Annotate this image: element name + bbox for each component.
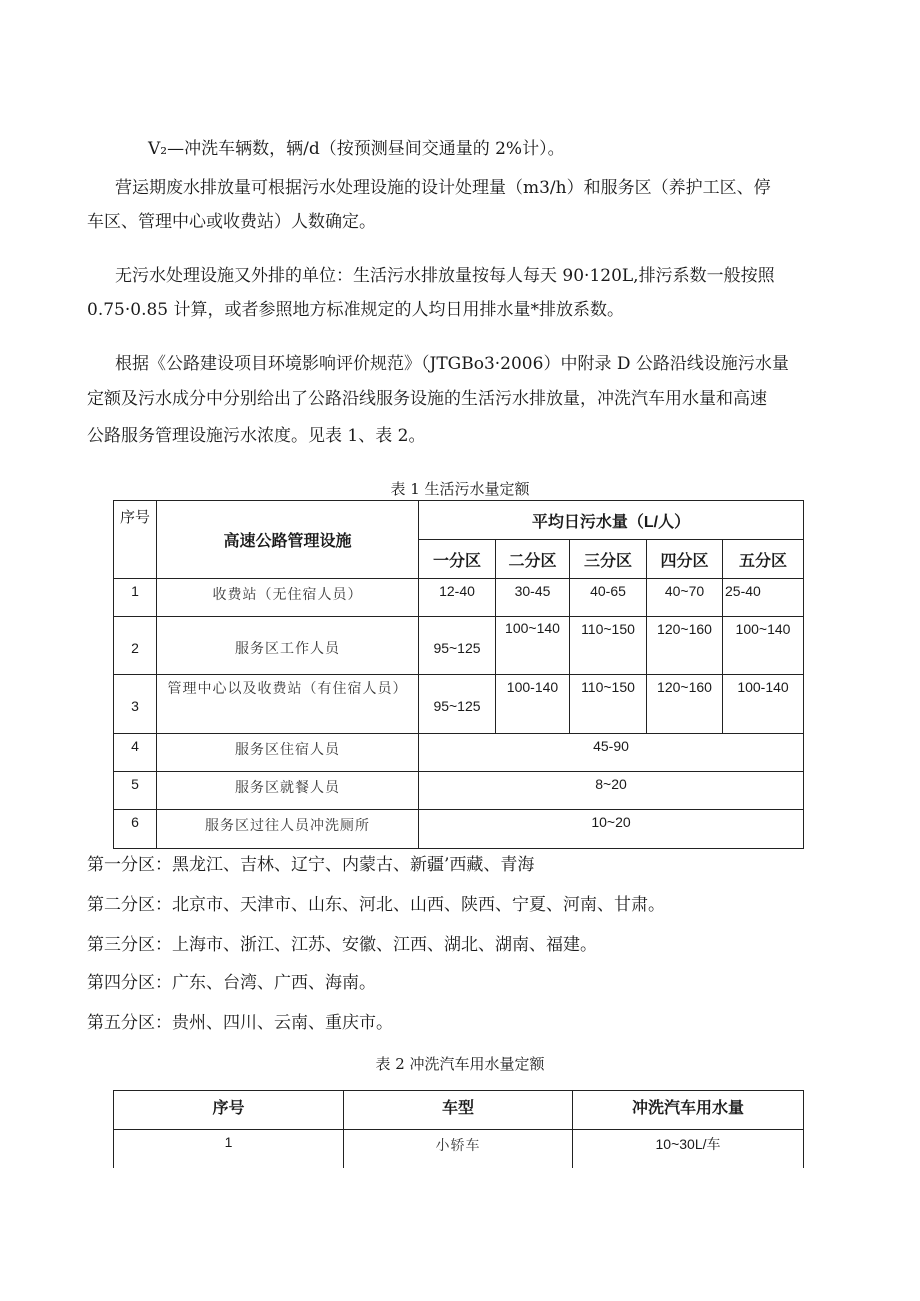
table-row xyxy=(114,810,804,849)
row-facility: 收费站（无住宿人员） xyxy=(157,579,419,617)
paragraph-discharge-line2: 车区、管理中心或收费站）人数确定。 xyxy=(87,212,376,232)
table-row xyxy=(114,617,804,675)
zone-line-1: 第一分区：黑龙江、吉林、辽宁、内蒙古、新疆’西藏、青海 xyxy=(87,855,535,875)
row-seq: 5 xyxy=(114,772,157,810)
row-seq: 4 xyxy=(114,734,157,772)
row-value: 110~150 xyxy=(570,617,647,675)
table1-header-seq: 序号 xyxy=(114,501,157,579)
row-value: 120~160 xyxy=(647,617,723,675)
row-seq: 6 xyxy=(114,810,157,849)
row-type: 小轿车 xyxy=(344,1130,573,1168)
row-facility: 管理中心以及收费站（有住宿人员） xyxy=(157,675,419,734)
row-facility: 服务区过往人员冲洗厕所 xyxy=(157,810,419,849)
row-merged-value: 45-90 xyxy=(419,734,804,772)
row-value: 95~125 xyxy=(419,675,496,734)
row-facility: 服务区就餐人员 xyxy=(157,772,419,810)
paragraph-no-facility-line1: 无污水处理设施又外排的单位：生活污水排放量按每人每天 90·120L,排污系数一般按照 xyxy=(115,266,775,286)
paragraph-standard-line1: 根据《公路建设项目环境影响评价规范》（JTGBo3·2006）中附录 D 公路沿线设施污水量 xyxy=(115,354,789,374)
row-value: 30-45 xyxy=(496,579,570,617)
row-facility: 服务区住宿人员 xyxy=(157,734,419,772)
table-row xyxy=(114,1130,804,1168)
table1-zone-1: 一分区 xyxy=(419,540,496,579)
row-value: 120~160 xyxy=(647,675,723,734)
zone-line-2: 第二分区：北京市、天津市、山东、河北、山西、陕西、宁夏、河南、甘肃。 xyxy=(87,895,665,915)
table2-header-amount: 冲洗汽车用水量 xyxy=(573,1091,804,1130)
table1-sewage-quota xyxy=(113,500,804,849)
table2-header-type: 车型 xyxy=(344,1091,573,1130)
table1-header-avg: 平均日污水量（L/人） xyxy=(419,501,804,540)
row-value: 100~140 xyxy=(723,617,804,675)
row-value: 40~70 xyxy=(647,579,723,617)
table-row xyxy=(114,734,804,772)
table1-zone-5: 五分区 xyxy=(723,540,804,579)
zone-line-4: 第四分区：广东、台湾、广西、海南。 xyxy=(87,973,376,993)
table2-caption: 表 2 冲洗汽车用水量定额 xyxy=(375,1055,545,1073)
table2-header-seq: 序号 xyxy=(114,1091,344,1130)
paragraph-no-facility-line2: 0.75·0.85 计算，或者参照地方标准规定的人均日用排水量*排放系数。 xyxy=(87,300,625,320)
row-value: 110~150 xyxy=(570,675,647,734)
table1-zone-4: 四分区 xyxy=(647,540,723,579)
row-seq: 1 xyxy=(114,1130,344,1168)
table1-zone-3: 三分区 xyxy=(570,540,647,579)
row-value: 25-40 xyxy=(723,579,804,617)
row-value: 40-65 xyxy=(570,579,647,617)
table1-caption: 表 1 生活污水量定额 xyxy=(390,480,530,498)
table-row xyxy=(114,675,804,734)
row-amount: 10~30L/车 xyxy=(573,1130,804,1168)
paragraph-variable-def: V₂—冲洗车辆数，辆/d（按预测昼间交通量的 2%计）。 xyxy=(148,139,565,159)
row-value: 100-140 xyxy=(496,675,570,734)
row-seq: 3 xyxy=(114,675,157,734)
table-row xyxy=(114,579,804,617)
row-seq: 2 xyxy=(114,617,157,675)
row-value: 100-140 xyxy=(723,675,804,734)
paragraph-discharge-line1: 营运期废水排放量可根据污水处理设施的设计处理量（m3/h）和服务区（养护工区、停 xyxy=(115,178,771,198)
table1-header-facility: 高速公路管理设施 xyxy=(157,501,419,579)
row-merged-value: 8~20 xyxy=(419,772,804,810)
table2-wash-quota xyxy=(113,1090,804,1168)
row-value: 100~140 xyxy=(496,617,570,675)
row-facility: 服务区工作人员 xyxy=(157,617,419,675)
table-row xyxy=(114,772,804,810)
zone-line-3: 第三分区：上海市、浙江、江苏、安徽、江西、湖北、湖南、福建。 xyxy=(87,935,597,955)
paragraph-standard-line2: 定额及污水成分中分别给出了公路沿线服务设施的生活污水排放量，冲洗汽车用水量和高速 xyxy=(87,389,767,409)
zone-line-5: 第五分区：贵州、四川、云南、重庆市。 xyxy=(87,1013,393,1033)
row-value: 95~125 xyxy=(419,617,496,675)
row-seq: 1 xyxy=(114,579,157,617)
table1-zone-2: 二分区 xyxy=(496,540,570,579)
row-merged-value: 10~20 xyxy=(419,810,804,849)
paragraph-standard-line3: 公路服务管理设施污水浓度。见表 1、表 2。 xyxy=(87,426,426,446)
row-value: 12-40 xyxy=(419,579,496,617)
